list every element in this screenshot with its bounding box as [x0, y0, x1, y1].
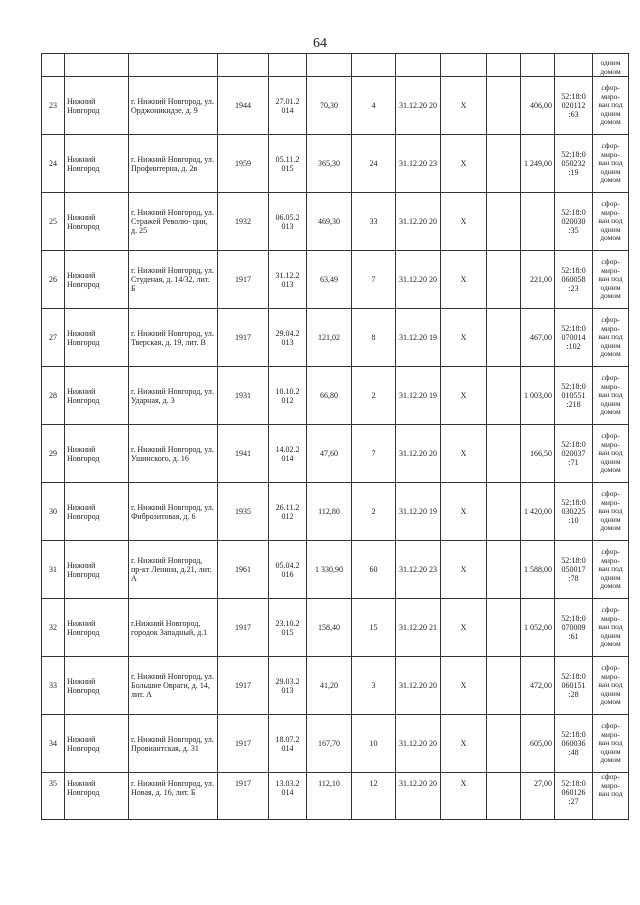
cadastral-number-cell: 52:18:0 060126 :27 — [555, 773, 593, 820]
residents-cell: 60 — [352, 541, 396, 599]
land-plot-status-cell: сфор- миро- ван под одним домом — [593, 425, 629, 483]
recognition-date-cell: 23.10.2 015 — [269, 599, 307, 657]
area-cell: 158,40 — [307, 599, 352, 657]
city-cell: Нижний Новгород — [65, 251, 129, 309]
residents-cell: 33 — [352, 193, 396, 251]
marker-cell: Х — [441, 135, 487, 193]
cadastral-number-cell: 52:18:0 030225 :10 — [555, 483, 593, 541]
address-cell: г. Нижний Новгород, ул. Тверская, д. 19, лит. В — [129, 309, 218, 367]
build-year-cell: 1917 — [218, 773, 269, 820]
address-cell: г. Нижний Новгород, ул. Новая, д. 16, лит. Б — [129, 773, 218, 820]
table-row — [42, 193, 629, 251]
cadastral-number-cell: 52:18:0 010551 :218 — [555, 367, 593, 425]
city-cell: Нижний Новгород — [65, 541, 129, 599]
cost-cell: 166,50 — [521, 425, 555, 483]
empty-cell — [487, 77, 521, 135]
area-cell: 365,30 — [307, 135, 352, 193]
cadastral-number-cell: 52:18:0 050017 :78 — [555, 541, 593, 599]
marker-cell: Х — [441, 251, 487, 309]
marker-cell: Х — [441, 715, 487, 773]
address-cell: г. Нижний Новгород, ул. Студеная, д. 14/32, лит. Б — [129, 251, 218, 309]
build-year-cell: 1961 — [218, 541, 269, 599]
residents-cell: 15 — [352, 599, 396, 657]
address-cell: г. Нижний Новгород, ул. Ударная, д. 3 — [129, 367, 218, 425]
housing-registry-table — [41, 53, 629, 820]
residents-cell: 7 — [352, 251, 396, 309]
empty-cell — [487, 135, 521, 193]
area-cell: 66,80 — [307, 367, 352, 425]
city-cell: Нижний Новгород — [65, 715, 129, 773]
area-cell: 112,10 — [307, 773, 352, 820]
cost-cell: 1 249,00 — [521, 135, 555, 193]
address-cell: г. Нижний Новгород, пр-кт Ленина, д.21, лит. А — [129, 541, 218, 599]
table-row — [42, 425, 629, 483]
marker-cell: Х — [441, 309, 487, 367]
table-row — [42, 251, 629, 309]
recognition-date-cell: 27.01.2 014 — [269, 77, 307, 135]
address-cell: г.Нижний Новгород, городок Западный, д.1 — [129, 599, 218, 657]
land-plot-status-cell: сфор- миро- ван под одним домом — [593, 193, 629, 251]
planned-date-cell: 31.12.20 20 — [396, 425, 441, 483]
city-cell: Нижний Новгород — [65, 367, 129, 425]
city-cell: Нижний Новгород — [65, 483, 129, 541]
planned-date-cell: 31.12.20 20 — [396, 193, 441, 251]
cost-cell: 1 003,00 — [521, 367, 555, 425]
marker-cell: Х — [441, 425, 487, 483]
table-row — [42, 657, 629, 715]
residents-cell: 4 — [352, 77, 396, 135]
land-plot-status-cell: сфор- миро- ван под одним домом — [593, 483, 629, 541]
residents-cell: 3 — [352, 657, 396, 715]
recognition-date-cell: 31.12.2 013 — [269, 251, 307, 309]
marker-cell: Х — [441, 77, 487, 135]
empty-cell — [487, 483, 521, 541]
cost-cell: 406,00 — [521, 77, 555, 135]
row-number-cell: 25 — [42, 193, 65, 251]
table-row — [42, 599, 629, 657]
cost-cell — [521, 193, 555, 251]
address-cell: г. Нижний Новгород, ул. Провиантская, д. 31 — [129, 715, 218, 773]
marker-cell: Х — [441, 483, 487, 541]
build-year-cell: 1917 — [218, 309, 269, 367]
recognition-date-cell: 05.04.2 016 — [269, 541, 307, 599]
address-cell: г. Нижний Новгород, ул. Орджоникидзе, д. 9 — [129, 77, 218, 135]
build-year-cell: 1959 — [218, 135, 269, 193]
planned-date-cell: 31.12.20 23 — [396, 541, 441, 599]
marker-cell: Х — [441, 773, 487, 820]
row-number-cell: 32 — [42, 599, 65, 657]
row-number-cell: 28 — [42, 367, 65, 425]
cost-cell: 1 588,00 — [521, 541, 555, 599]
city-cell: Нижний Новгород — [65, 193, 129, 251]
land-plot-status-cell: сфор- миро- ван под одним домом — [593, 309, 629, 367]
marker-cell: Х — [441, 541, 487, 599]
row-number-cell: 35 — [42, 773, 65, 820]
build-year-cell: 1941 — [218, 425, 269, 483]
recognition-date-cell: 10.10.2 012 — [269, 367, 307, 425]
row-number-cell: 30 — [42, 483, 65, 541]
table-cell — [129, 54, 218, 77]
recognition-date-cell: 29.04.2 013 — [269, 309, 307, 367]
build-year-cell: 1944 — [218, 77, 269, 135]
build-year-cell: 1917 — [218, 251, 269, 309]
table-cell — [487, 54, 521, 77]
marker-cell: Х — [441, 657, 487, 715]
table-row — [42, 483, 629, 541]
empty-cell — [487, 773, 521, 820]
continuation-row — [42, 54, 629, 77]
table-cell — [441, 54, 487, 77]
cadastral-number-cell: 52:18:0 050232 :19 — [555, 135, 593, 193]
row-number-cell: 34 — [42, 715, 65, 773]
city-cell: Нижний Новгород — [65, 657, 129, 715]
area-cell: 47,60 — [307, 425, 352, 483]
empty-cell — [487, 541, 521, 599]
recognition-date-cell: 14.02.2 014 — [269, 425, 307, 483]
planned-date-cell: 31.12.20 19 — [396, 367, 441, 425]
planned-date-cell: 31.12.20 19 — [396, 309, 441, 367]
residents-cell: 12 — [352, 773, 396, 820]
residents-cell: 24 — [352, 135, 396, 193]
address-cell: г. Нижний Новгород, ул. Ушинского, д. 16 — [129, 425, 218, 483]
row-number-cell: 29 — [42, 425, 65, 483]
table-cell — [42, 54, 65, 77]
area-cell: 121,02 — [307, 309, 352, 367]
page-number: 64 — [313, 36, 327, 51]
cadastral-number-cell: 52:18:0 070009 :61 — [555, 599, 593, 657]
empty-cell — [487, 193, 521, 251]
row-number-cell: 31 — [42, 541, 65, 599]
cost-cell: 1 052,00 — [521, 599, 555, 657]
table-cell — [218, 54, 269, 77]
city-cell: Нижний Новгород — [65, 135, 129, 193]
planned-date-cell: 31.12.20 19 — [396, 483, 441, 541]
recognition-date-cell: 13.03.2 014 — [269, 773, 307, 820]
table-cell — [269, 54, 307, 77]
area-cell: 1 330,90 — [307, 541, 352, 599]
land-plot-status-cell: одним домом — [593, 54, 629, 77]
recognition-date-cell: 26.11.2 012 — [269, 483, 307, 541]
table-cell — [396, 54, 441, 77]
land-plot-status-cell: сфор- миро- ван под одним домом — [593, 715, 629, 773]
marker-cell: Х — [441, 193, 487, 251]
marker-cell: Х — [441, 367, 487, 425]
planned-date-cell: 31.12.20 21 — [396, 599, 441, 657]
table-row — [42, 77, 629, 135]
city-cell: Нижний Новгород — [65, 309, 129, 367]
empty-cell — [487, 425, 521, 483]
cost-cell: 221,00 — [521, 251, 555, 309]
planned-date-cell: 31.12.20 20 — [396, 715, 441, 773]
recognition-date-cell: 06.05.2 013 — [269, 193, 307, 251]
recognition-date-cell: 18.07.2 014 — [269, 715, 307, 773]
table-cell — [521, 54, 555, 77]
cost-cell: 27,00 — [521, 773, 555, 820]
land-plot-status-cell: сфор- миро- ван под одним домом — [593, 657, 629, 715]
address-cell: г. Нижний Новгород, ул. Большие Овраги, д. 14, лит. А — [129, 657, 218, 715]
table-cell — [307, 54, 352, 77]
cost-cell: 1 420,00 — [521, 483, 555, 541]
land-plot-status-cell: сфор- миро- ван под одним домом — [593, 135, 629, 193]
cadastral-number-cell: 52:18:0 020030 :35 — [555, 193, 593, 251]
table-cell — [65, 54, 129, 77]
cost-cell: 605,00 — [521, 715, 555, 773]
table-cell — [555, 54, 593, 77]
empty-cell — [487, 251, 521, 309]
table-cell — [352, 54, 396, 77]
table-row — [42, 367, 629, 425]
city-cell: Нижний Новгород — [65, 773, 129, 820]
area-cell: 41,20 — [307, 657, 352, 715]
cadastral-number-cell: 52:18:0 020037 :71 — [555, 425, 593, 483]
row-number-cell: 27 — [42, 309, 65, 367]
cadastral-number-cell: 52:18:0 060036 :48 — [555, 715, 593, 773]
area-cell: 63,49 — [307, 251, 352, 309]
land-plot-status-cell: сфор- миро- ван под одним домом — [593, 541, 629, 599]
build-year-cell: 1917 — [218, 715, 269, 773]
cadastral-number-cell: 52:18:0 060151 :28 — [555, 657, 593, 715]
empty-cell — [487, 657, 521, 715]
area-cell: 112,80 — [307, 483, 352, 541]
marker-cell: Х — [441, 599, 487, 657]
residents-cell: 2 — [352, 483, 396, 541]
residents-cell: 7 — [352, 425, 396, 483]
build-year-cell: 1935 — [218, 483, 269, 541]
cadastral-number-cell: 52:18:0 020112 :63 — [555, 77, 593, 135]
land-plot-status-cell: сфор- миро- ван под одним домом — [593, 77, 629, 135]
cadastral-number-cell: 52:18:0 070014 :102 — [555, 309, 593, 367]
row-number-cell: 26 — [42, 251, 65, 309]
land-plot-status-cell: сфор- миро- ван под одним домом — [593, 599, 629, 657]
empty-cell — [487, 309, 521, 367]
table-row — [42, 309, 629, 367]
table-row — [42, 135, 629, 193]
city-cell: Нижний Новгород — [65, 77, 129, 135]
address-cell: г. Нижний Новгород, ул. Фиброзитовая, д. 6 — [129, 483, 218, 541]
table-row — [42, 715, 629, 773]
build-year-cell: 1932 — [218, 193, 269, 251]
land-plot-status-cell: сфор- миро- ван под — [593, 773, 629, 820]
table-row — [42, 773, 629, 820]
build-year-cell: 1931 — [218, 367, 269, 425]
row-number-cell: 33 — [42, 657, 65, 715]
planned-date-cell: 31.12.20 20 — [396, 251, 441, 309]
row-number-cell: 23 — [42, 77, 65, 135]
land-plot-status-cell: сфор- миро- ван под одним домом — [593, 367, 629, 425]
area-cell: 167,70 — [307, 715, 352, 773]
build-year-cell: 1917 — [218, 657, 269, 715]
area-cell: 469,30 — [307, 193, 352, 251]
residents-cell: 8 — [352, 309, 396, 367]
city-cell: Нижний Новгород — [65, 599, 129, 657]
land-plot-status-cell: сфор- миро- ван под одним домом — [593, 251, 629, 309]
recognition-date-cell: 29.03.2 013 — [269, 657, 307, 715]
empty-cell — [487, 715, 521, 773]
build-year-cell: 1917 — [218, 599, 269, 657]
planned-date-cell: 31.12.20 20 — [396, 773, 441, 820]
cost-cell: 472,00 — [521, 657, 555, 715]
empty-cell — [487, 599, 521, 657]
cost-cell: 467,00 — [521, 309, 555, 367]
planned-date-cell: 31.12.20 23 — [396, 135, 441, 193]
residents-cell: 2 — [352, 367, 396, 425]
address-cell: г. Нижний Новгород, ул. Профинтерна, д. 2в — [129, 135, 218, 193]
residents-cell: 10 — [352, 715, 396, 773]
empty-cell — [487, 367, 521, 425]
city-cell: Нижний Новгород — [65, 425, 129, 483]
area-cell: 70,30 — [307, 77, 352, 135]
planned-date-cell: 31.12.20 20 — [396, 77, 441, 135]
cadastral-number-cell: 52:18:0 060058 :23 — [555, 251, 593, 309]
row-number-cell: 24 — [42, 135, 65, 193]
address-cell: г. Нижний Новгород, ул. Стражей Револю- ции, д. 25 — [129, 193, 218, 251]
planned-date-cell: 31.12.20 20 — [396, 657, 441, 715]
table-row — [42, 541, 629, 599]
recognition-date-cell: 05.11.2 015 — [269, 135, 307, 193]
